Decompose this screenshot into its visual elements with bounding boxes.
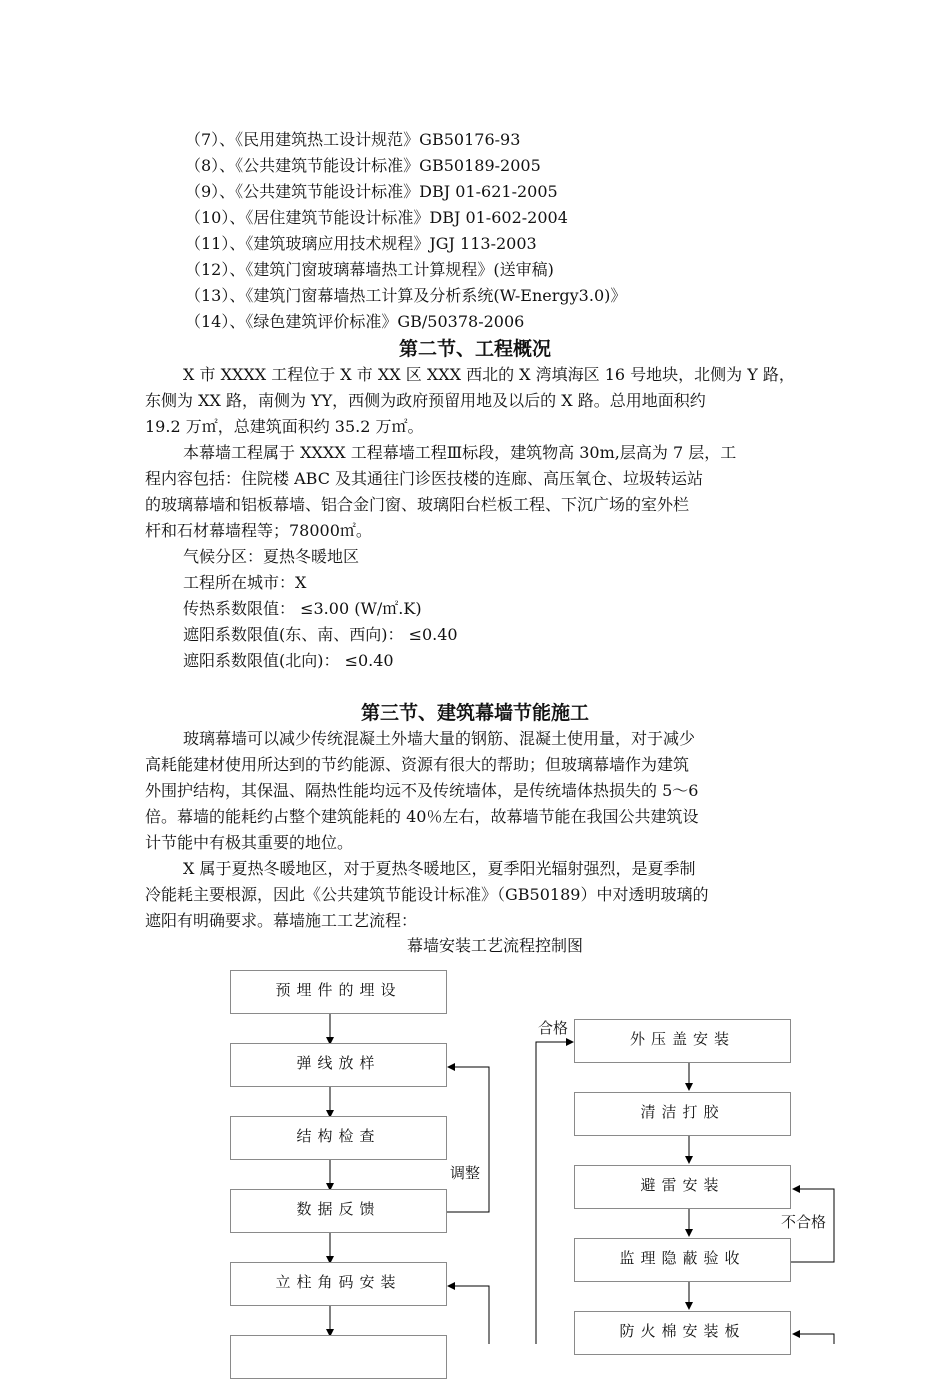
section-2-title: 第二节、工程概况 — [398, 338, 551, 360]
heat-transfer-limit: 传热系数限值： ≤3.00 (W/㎡.K) — [183, 599, 422, 618]
label-fail: 不合格 — [781, 1213, 827, 1231]
shading-limit-esw: 遮阳系数限值(东、南、西向)： ≤0.40 — [183, 625, 458, 644]
flow-step-structure-check: 结构检查 — [230, 1116, 447, 1160]
flow-step-clean-seal: 清洁打胶 — [574, 1092, 791, 1136]
pass-connector — [536, 1042, 573, 1344]
standard-item: （11）、《建筑玻璃应用技术规程》JGJ 113-2003 — [185, 234, 537, 253]
standard-item: （10）、《居住建筑节能设计标准》DBJ 01-602-2004 — [185, 208, 568, 227]
paragraph-line: 冷能耗主要根源，因此《公共建筑节能设计标准》（GB50189）中对透明玻璃的 — [145, 885, 709, 904]
paragraph-line: 高耗能建材使用所达到的节约能源、资源有很大的帮助；但玻璃幕墙作为建筑 — [145, 755, 690, 774]
paragraph-line: 东侧为 XX 路，南侧为 YY，西侧为政府预留用地及以后的 X 路。总用地面积约 — [145, 391, 706, 410]
flow-step-concealed-inspection: 监理隐蔽验收 — [574, 1238, 791, 1282]
loop-arrow — [793, 1334, 834, 1344]
section-3-title: 第三节、建筑幕墙节能施工 — [360, 702, 589, 724]
flow-step-embedded-parts: 预埋件的埋设 — [230, 970, 447, 1014]
shading-limit-north: 遮阳系数限值(北向)： ≤0.40 — [183, 651, 394, 670]
flow-step-cover-install: 外压盖安装 — [574, 1019, 791, 1063]
adjust-loop — [446, 1067, 489, 1212]
flow-step-column-bracket: 立柱角码安装 — [230, 1262, 447, 1306]
paragraph-line: 遮阳有明确要求。幕墙施工工艺流程： — [145, 911, 418, 930]
flowchart-title: 幕墙安装工艺流程控制图 — [406, 936, 583, 955]
standard-item: （14）、《绿色建筑评价标准》GB/50378-2006 — [185, 312, 525, 331]
paragraph-line: 程内容包括：住院楼 ABC 及其通往门诊医技楼的连廊、高压氧仓、垃圾转运站 — [145, 469, 704, 488]
standard-item: （9）、《公共建筑节能设计标准》DBJ 01-621-2005 — [185, 182, 558, 201]
paragraph-line: 倍。幕墙的能耗约占整个建筑能耗的 40％左右，故幕墙节能在我国公共建筑设 — [145, 807, 699, 826]
paragraph-line: 本幕墙工程属于 XXXX 工程幕墙工程Ⅲ标段，建筑物高 30m,层高为 7 层，工 — [183, 443, 737, 462]
flow-step-lightning-install: 避雷安装 — [574, 1165, 791, 1209]
paragraph-line: 的玻璃幕墙和铝板幕墙、铝合金门窗、玻璃阳台栏板工程、下沉广场的室外栏 — [145, 495, 690, 514]
standard-item: （8）、《公共建筑节能设计标准》GB50189-2005 — [185, 156, 541, 175]
project-city: 工程所在城市：X — [183, 573, 307, 592]
standard-item: （7）、《民用建筑热工设计规范》GB50176-93 — [185, 130, 521, 149]
climate-zone: 气候分区：夏热冬暖地区 — [183, 547, 360, 566]
paragraph-line: X 属于夏热冬暖地区，对于夏热冬暖地区，夏季阳光辐射强烈，是夏季制 — [183, 859, 696, 878]
standard-item: （13）、《建筑门窗幕墙热工计算及分析系统(W-Energy3.0)》 — [185, 286, 627, 305]
paragraph-line: 外围护结构，其保温、隔热性能均远不及传统墙体，是传统墙体热损失的 5～6 — [145, 781, 699, 800]
loop-arrow — [448, 1286, 489, 1344]
paragraph-line: 计节能中有极其重要的地位。 — [145, 833, 354, 852]
label-adjust: 调整 — [450, 1164, 481, 1182]
paragraph-line: X 市 XXXX 工程位于 X 市 XX 区 XXX 西北的 X 湾填海区 16 号地块，北侧为 Y 路， — [183, 365, 795, 384]
paragraph-line: 杆和石材幕墙程等；78000㎡。 — [145, 521, 372, 540]
flow-step-layout-marking: 弹线放样 — [230, 1043, 447, 1087]
flow-step-next — [230, 1335, 447, 1379]
paragraph-line: 19.2 万㎡，总建筑面积约 35.2 万㎡。 — [145, 417, 424, 436]
flow-step-data-feedback: 数据反馈 — [230, 1189, 447, 1233]
standard-item: （12）、《建筑门窗玻璃幕墙热工计算规程》(送审稿) — [185, 260, 554, 279]
paragraph-line: 玻璃幕墙可以减少传统混凝土外墙大量的钢筋、混凝土使用量，对于减少 — [183, 729, 696, 748]
flow-step-fireproof-board: 防火棉安装板 — [574, 1311, 791, 1355]
label-pass: 合格 — [538, 1019, 569, 1037]
